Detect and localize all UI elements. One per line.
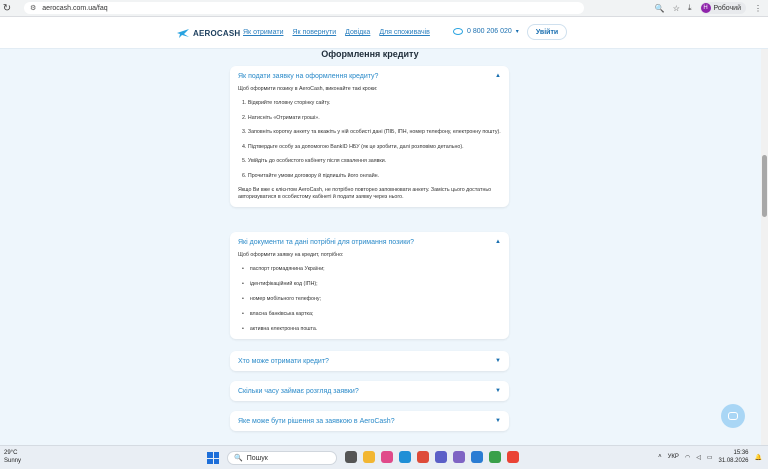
- faq-answer-1: [230, 86, 509, 207]
- phone-link[interactable]: [453, 28, 519, 35]
- clock[interactable]: [718, 449, 748, 465]
- scrollbar[interactable]: [761, 49, 768, 445]
- chevron-down-icon[interactable]: ▼: [495, 388, 501, 394]
- step-item: 4. Підтвердьте особу за допомогою BankID НБУ (як це зробити, далі розповімо детально).: [242, 143, 464, 150]
- faq-item-3[interactable]: [230, 351, 509, 371]
- wifi-icon[interactable]: ◠: [684, 454, 691, 461]
- faq-answer-2: [230, 252, 509, 339]
- faq-question-2[interactable]: [230, 232, 509, 252]
- chat-bubble-icon: [728, 412, 738, 420]
- teams-icon[interactable]: [435, 451, 447, 463]
- answer-outro: Якщо Ви вже є клієнтом AeroCash, не потрібно повторно заповнювати анкету. Замість цього достатньо авторизуватися в особистому кабінеті й подати заявку через нього.: [238, 187, 492, 200]
- faq-item-2: [230, 232, 509, 339]
- zoom-icon[interactable]: 🔍: [654, 3, 665, 13]
- system-tray: [658, 449, 762, 465]
- taskbar: [0, 445, 768, 469]
- download-icon[interactable]: ⤓: [687, 3, 692, 12]
- chevron-up-icon[interactable]: ˄: [658, 454, 662, 460]
- faq-question-1[interactable]: [230, 66, 509, 86]
- menu-icon[interactable]: ⋮: [754, 3, 762, 13]
- faq-question-text: Хто може отримати кредит?: [238, 357, 329, 365]
- page-title: Оформлення кредиту: [321, 49, 419, 59]
- nav-for-consumers[interactable]: Для споживачів: [379, 29, 430, 36]
- login-button[interactable]: Увійти: [527, 24, 567, 40]
- list-item: • номер мобільного телефону;: [242, 296, 501, 303]
- url-text: aerocash.com.ua/faq: [42, 4, 108, 12]
- bookmark-star-icon[interactable]: ☆: [672, 3, 680, 13]
- taskbar-apps: [345, 451, 519, 463]
- logo[interactable]: [176, 27, 240, 39]
- phone-number: 0 800 206 020: [467, 28, 512, 35]
- list-item: • паспорт громадянина України;: [242, 266, 501, 273]
- accessibility-eye-icon[interactable]: [453, 28, 463, 35]
- chrome-icon[interactable]: [417, 451, 429, 463]
- nav-how-to-return[interactable]: Як повернути: [292, 29, 337, 36]
- step-item: 6. Прочитайте умови договору й підпишіть його онлайн.: [242, 172, 380, 179]
- list-item: • активна електронна пошта.: [242, 326, 501, 333]
- chrome-icon[interactable]: [507, 451, 519, 463]
- faq-item-1: [230, 66, 509, 207]
- faq-question-text: Які документи та дані потрібні для отримання позики?: [238, 238, 415, 246]
- profile-button[interactable]: [700, 2, 746, 14]
- nav-how-to-get[interactable]: Як отримати: [243, 29, 284, 36]
- faq-item-4[interactable]: [230, 381, 509, 401]
- logo-text: AEROCASH: [193, 28, 241, 38]
- profile-name: Робочий: [713, 4, 741, 12]
- address-bar[interactable]: [24, 2, 584, 14]
- reload-icon[interactable]: ↻: [2, 2, 12, 14]
- notification-bell-icon[interactable]: 🔔: [754, 454, 762, 461]
- search-placeholder: Пошук: [246, 454, 268, 462]
- file-explorer-icon[interactable]: [363, 451, 375, 463]
- step-item: 3. Заповніть коротку анкету та вкажіть у ній особисті дані (ПІБ, ІПН, номер телефону, електронну пошту).: [242, 129, 501, 135]
- taskbar-search[interactable]: [227, 451, 337, 465]
- word-icon[interactable]: [471, 451, 483, 463]
- step-item: 1. Відкрийте головну сторінку сайту.: [242, 100, 331, 106]
- chevron-up-icon[interactable]: ▲: [495, 73, 501, 79]
- language-indicator[interactable]: УКР: [667, 454, 679, 460]
- nav-help[interactable]: Довідка: [345, 29, 371, 36]
- faq-question-text: Скільки часу займає розгляд заявки?: [238, 387, 359, 395]
- windows-start-icon[interactable]: [207, 452, 219, 464]
- search-icon: 🔍: [234, 455, 243, 462]
- chevron-down-icon[interactable]: ▼: [495, 358, 501, 364]
- app-icon[interactable]: [453, 451, 465, 463]
- weather-widget[interactable]: [4, 449, 21, 465]
- faq-question-text: Яке може бути рішення за заявкою в AeroCash?: [238, 417, 395, 425]
- avatar: Н: [701, 3, 711, 13]
- chevron-down-icon[interactable]: ▼: [495, 418, 501, 424]
- step-item: 5. Увійдіть до особистого кабінету після схвалення заявки.: [242, 158, 387, 164]
- browser-toolbar: [0, 0, 768, 17]
- faq-item-5[interactable]: [230, 411, 509, 431]
- copilot-icon[interactable]: [381, 451, 393, 463]
- site-info-icon[interactable]: ⚙: [30, 5, 37, 12]
- weather-temp: 29°C: [4, 450, 18, 456]
- scrollbar-thumb[interactable]: [762, 155, 767, 217]
- time: 15:36: [733, 450, 749, 456]
- plane-logo-icon: [176, 27, 190, 39]
- date: 31.08.2026: [718, 458, 749, 464]
- faq-question-3[interactable]: [230, 351, 509, 371]
- volume-icon[interactable]: ◁: [696, 454, 701, 461]
- faq-question-text: Як подати заявку на оформлення кредиту?: [238, 72, 379, 80]
- answer-intro: Щоб оформити позику в AeroCash, виконайте такі кроки:: [238, 86, 378, 92]
- faq-question-5[interactable]: [230, 411, 509, 431]
- main-nav: [243, 29, 430, 36]
- site-header: [0, 17, 768, 49]
- step-item: 2. Натисніть «Отримати гроші».: [242, 114, 320, 121]
- list-item: • ідентифікаційний код (ІПН);: [242, 281, 501, 288]
- chevron-down-icon: ▾: [515, 29, 519, 35]
- task-view-icon[interactable]: [345, 451, 357, 463]
- answer-intro: Щоб оформити заявку на кредит, потрібно:: [238, 252, 344, 258]
- edge-icon[interactable]: [399, 451, 411, 463]
- faq-question-4[interactable]: [230, 381, 509, 401]
- weather-desc: Sunny: [4, 458, 22, 464]
- list-item: • власна банківська картка;: [242, 311, 501, 318]
- battery-icon[interactable]: ▭: [706, 454, 713, 461]
- app-icon[interactable]: [489, 451, 501, 463]
- chat-button[interactable]: [721, 404, 745, 428]
- chevron-up-icon[interactable]: ▲: [495, 239, 501, 245]
